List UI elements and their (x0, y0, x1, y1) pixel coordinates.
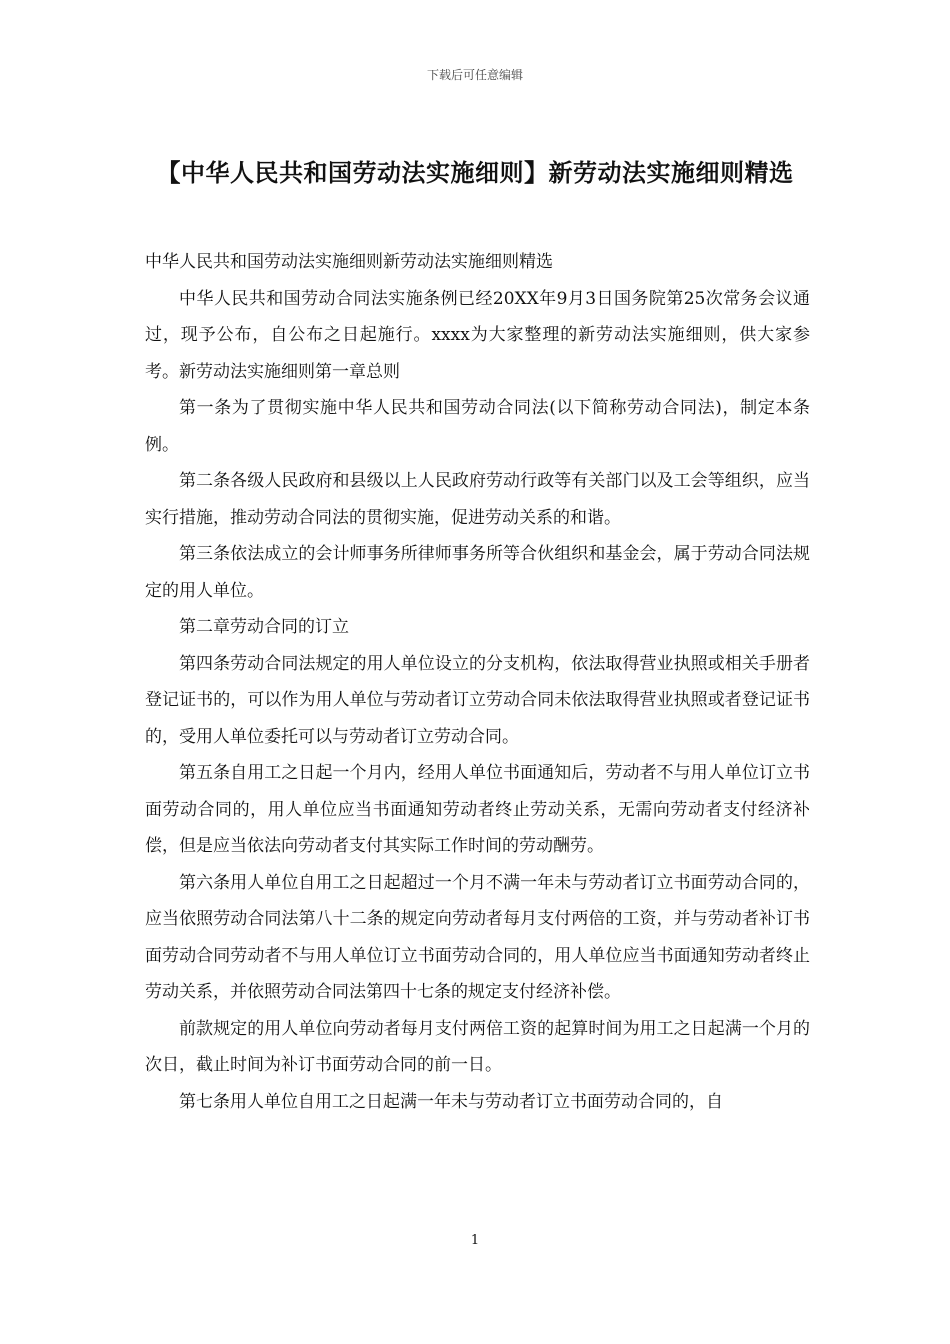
paragraph: 中华人民共和国劳动合同法实施条例已经20XX年9月3日国务院第25次常务会议通过，现予公布，自公布之日起施行。xxxx为大家整理的新劳动法实施细则，供大家参考。新劳动法实施细则第一章总则 (145, 288, 810, 382)
chapter-heading: 第二章劳动合同的订立 (179, 617, 349, 637)
page-number: 1 (470, 1233, 480, 1248)
paragraph: 前款规定的用人单位向劳动者每月支付两倍工资的起算时间为用工之日起满一个月的次日，截止时间为补订书面劳动合同的前一日。 (145, 1018, 810, 1075)
document-body (145, 244, 810, 1120)
paragraph: 第一条为了贯彻实施中华人民共和国劳动合同法(以下简称劳动合同法)，制定本条例。 (145, 398, 810, 455)
paragraph: 第四条劳动合同法规定的用人单位设立的分支机构，依法取得营业执照或相关手册者登记证书的，可以作为用人单位与劳动者订立劳动合同未依法取得营业执照或者登记证书的，受用人单位委托可以与劳动者订立劳动合同。 (145, 653, 810, 747)
paragraph: 第七条用人单位自用工之日起满一年未与劳动者订立书面劳动合同的，自 (179, 1091, 723, 1112)
document-title: 【中华人民共和国劳动法实施细则】新劳动法实施细则精选 (156, 159, 794, 187)
paragraph: 第三条依法成立的会计师事务所律师事务所等合伙组织和基金会，属于劳动合同法规定的用人单位。 (145, 544, 810, 601)
header-note: 下载后可任意编辑 (426, 68, 523, 82)
paragraph: 第六条用人单位自用工之日起超过一个月不满一年未与劳动者订立书面劳动合同的，应当依照劳动合同法第八十二条的规定向劳动者每月支付两倍的工资，并与劳动者补订书面劳动合同劳动者不与用人单位订立书面劳动合同的，用人单位应当书面通知劳动者终止劳动关系，并依照劳动合同法第四十七条的规定支付经济补偿。 (145, 872, 810, 1002)
paragraph: 第二条各级人民政府和县级以上人民政府劳动行政等有关部门以及工会等组织，应当实行措施，推动劳动合同法的贯彻实施，促进劳动关系的和谐。 (145, 471, 810, 528)
subtitle: 中华人民共和国劳动法实施细则新劳动法实施细则精选 (145, 252, 553, 272)
paragraph: 第五条自用工之日起一个月内，经用人单位书面通知后，劳动者不与用人单位订立书面劳动合同的，用人单位应当书面通知劳动者终止劳动关系，无需向劳动者支付经济补偿，但是应当依法向劳动者支付其实际工作时间的劳动酬劳。 (145, 763, 810, 856)
